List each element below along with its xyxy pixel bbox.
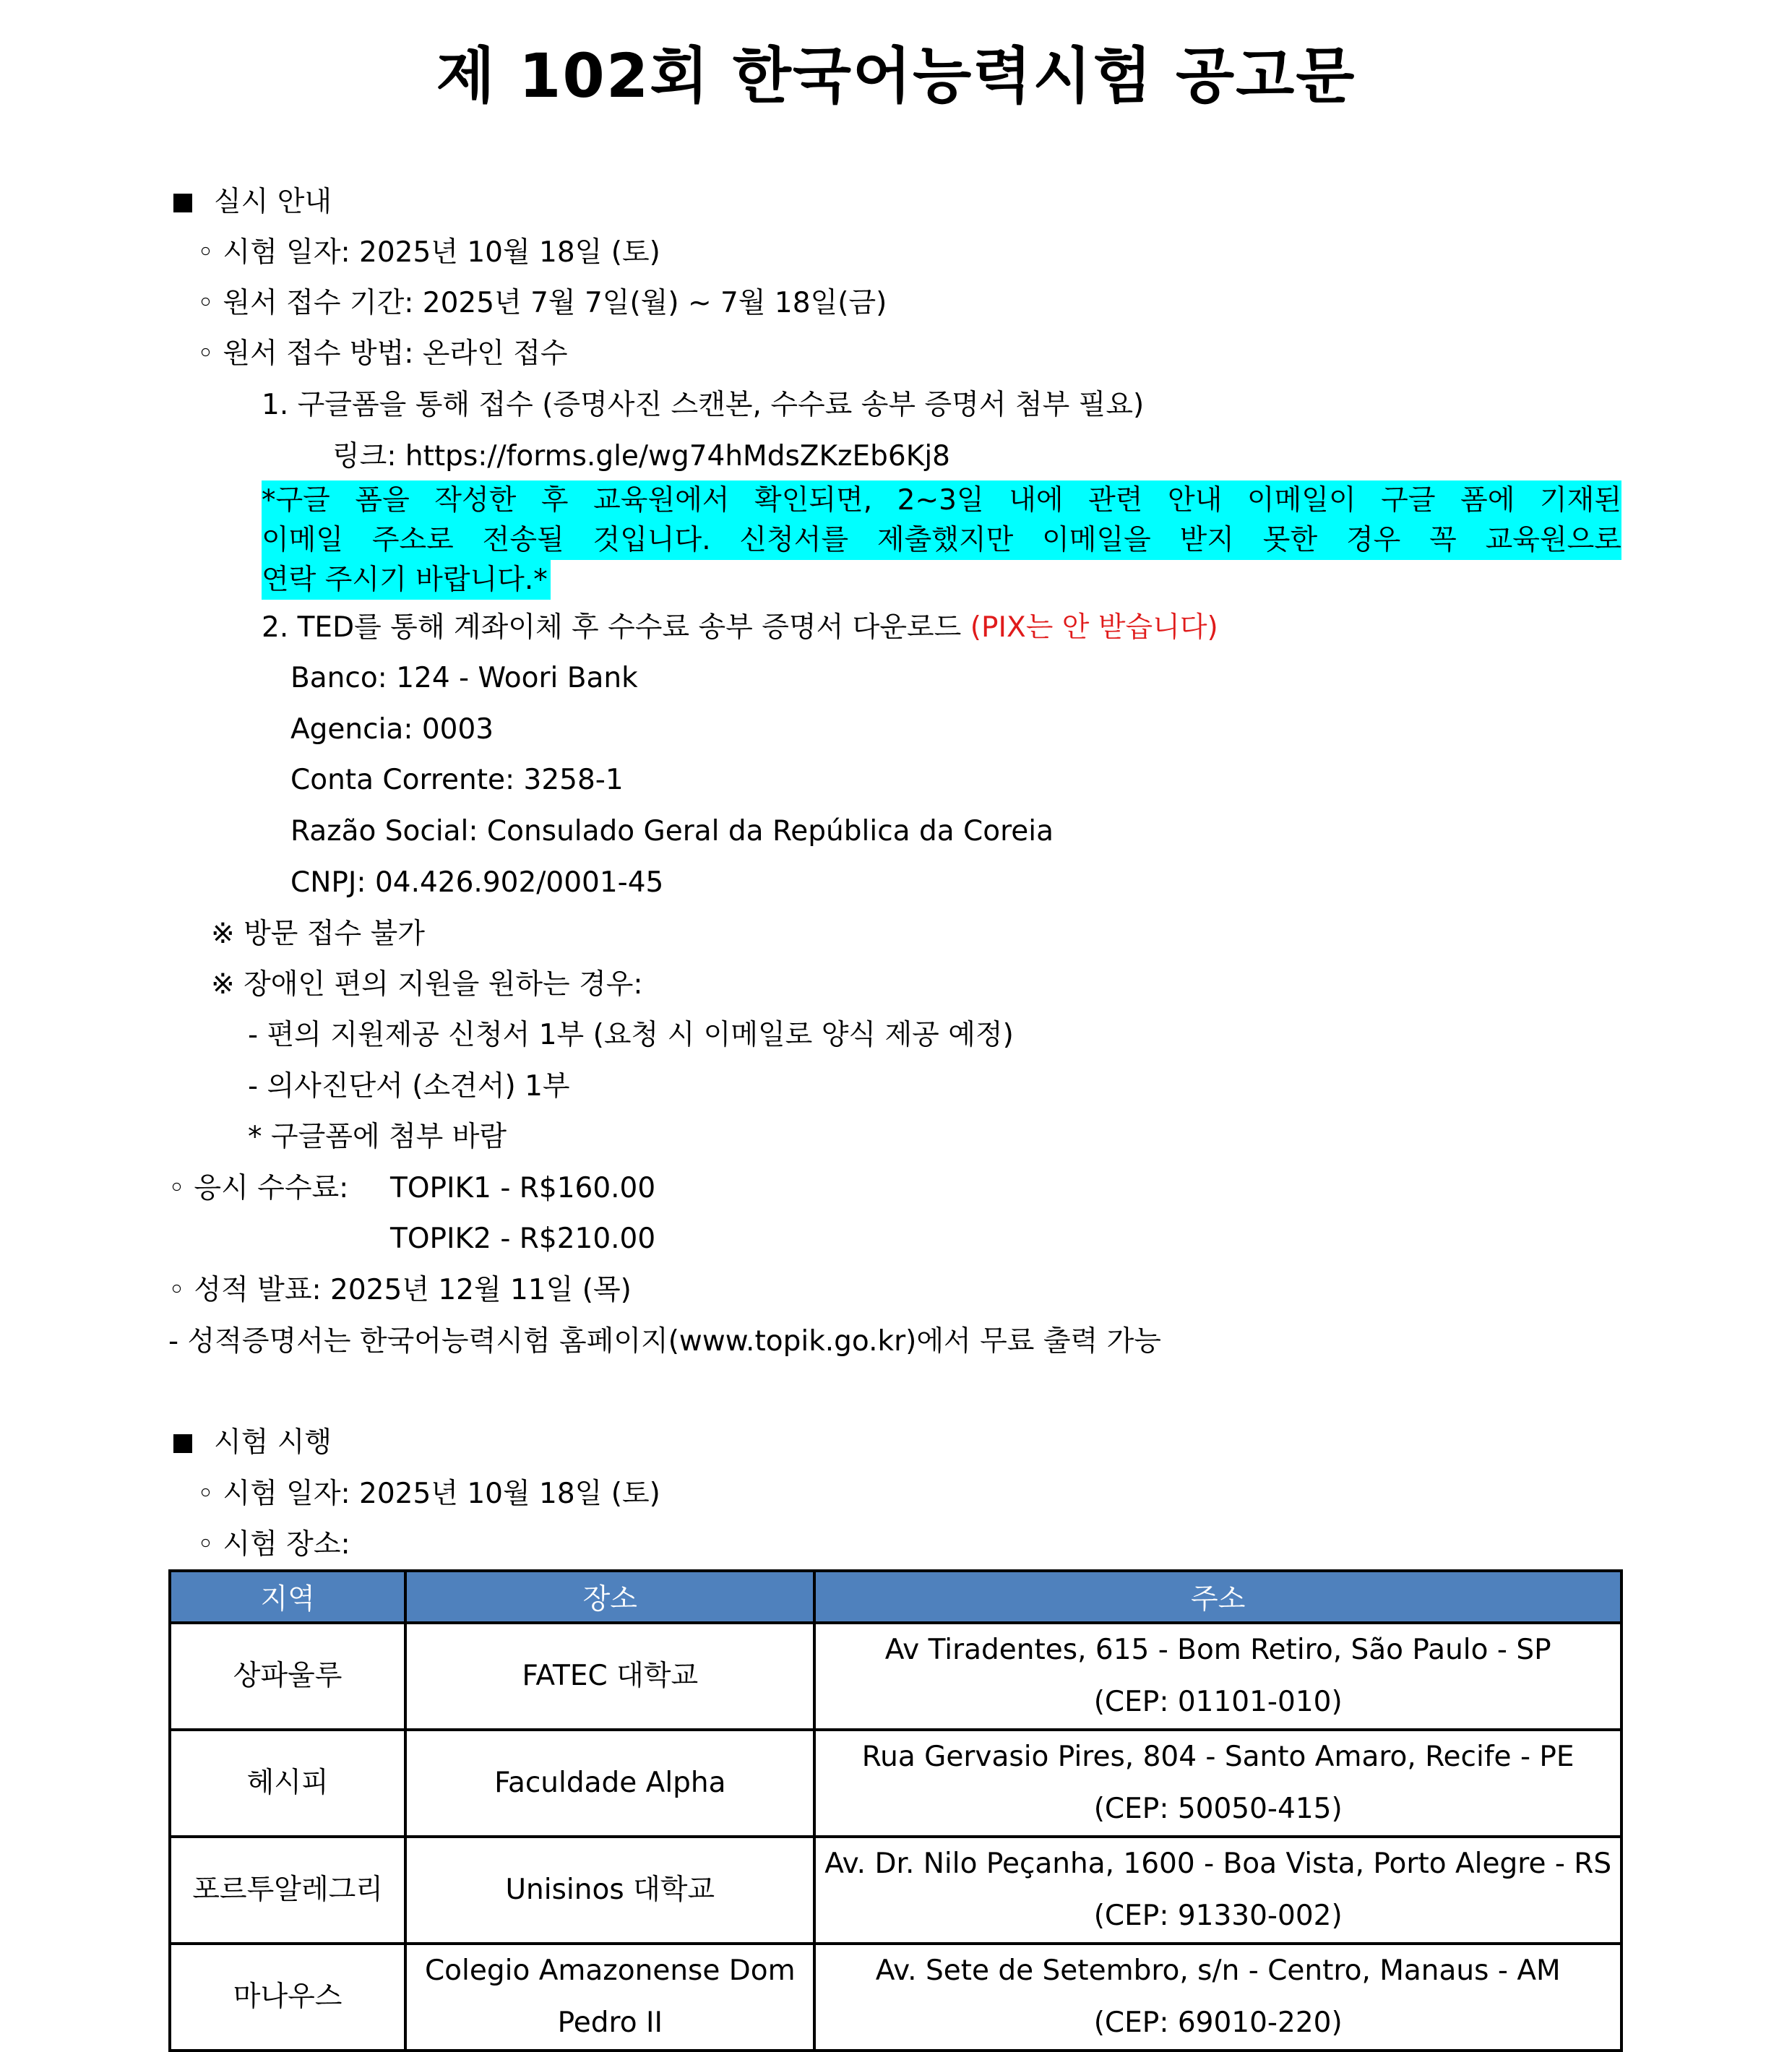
section-heading-exam <box>173 1423 332 1462</box>
agency-line: Agencia: 0003 <box>290 713 494 746</box>
address-line-1: Rua Gervasio Pires, 804 - Santo Amaro, Recife - PE <box>861 1741 1575 1773</box>
table-header-row <box>170 1571 1621 1623</box>
disability-item-2: - 의사진단서 (소견서) 1부 <box>248 1070 570 1103</box>
venue-cell <box>405 1944 814 2051</box>
region-cell: 포르투알레그리 <box>170 1837 405 1944</box>
application-method-line: ◦ 원서 접수 방법: 온라인 접수 <box>197 337 568 370</box>
cnpj-line: CNPJ: 04.426.902/0001-45 <box>290 866 664 899</box>
venue-cell: Faculdade Alpha <box>405 1730 814 1837</box>
exam-date-line-2: ◦ 시험 일자: 2025년 10월 18일 (토) <box>197 1478 660 1510</box>
pix-warning: (PIX는 안 받습니다) <box>970 611 1218 644</box>
email-notice-highlight <box>262 480 1621 600</box>
venue-line-2: Pedro II <box>557 2006 663 2039</box>
region-cell: 상파울루 <box>170 1623 405 1730</box>
table-row <box>170 1623 1621 1730</box>
notice-line-2: 이메일 주소로 전송될 것입니다. 신청서를 제출했지만 이메일을 받지 못한 경우 꼭 교육원으로 <box>262 520 1621 560</box>
no-visit-note: ※ 방문 접수 불가 <box>211 918 425 950</box>
google-form-link[interactable]: 링크: https://forms.gle/wg74hMdsZKzEb6Kj8 <box>332 440 950 473</box>
table-row <box>170 1730 1621 1837</box>
disability-note: ※ 장애인 편의 지원을 원하는 경우: <box>211 968 643 1001</box>
notice-line-3: 연락 주시기 바랍니다.* <box>262 560 551 600</box>
square-bullet-icon <box>173 1434 192 1453</box>
address-line-1: Av Tiradentes, 615 - Bom Retiro, São Paulo - SP <box>884 1634 1551 1666</box>
page-title: 제 102회 한국어능력시험 공고문 <box>436 40 1356 111</box>
certificate-line: - 성적증명서는 한국어능력시험 홈페이지(www.topik.go.kr)에서 무료 출력 가능 <box>168 1325 1161 1358</box>
bank-line: Banco: 124 - Woori Bank <box>290 662 638 694</box>
disability-item-3: * 구글폼에 첨부 바람 <box>248 1121 507 1153</box>
address-line-1: Av. Sete de Setembro, s/n - Centro, Manaus - AM <box>875 1954 1561 1987</box>
address-line-2: (CEP: 50050-415) <box>1093 1793 1343 1825</box>
notice-line-1: *구글 폼을 작성한 후 교육원에서 확인되면, 2~3일 내에 관련 안내 이메일이 구글 폼에 기재된 <box>262 480 1621 520</box>
method2-line <box>262 608 1218 647</box>
address-line-2: (CEP: 01101-010) <box>1093 1686 1343 1718</box>
disability-item-1: - 편의 지원제공 신청서 1부 (요청 시 이메일로 양식 제공 예정) <box>248 1019 1014 1051</box>
square-bullet-icon <box>173 194 192 212</box>
application-period-line: ◦ 원서 접수 기간: 2025년 7월 7일(월) ~ 7월 18일(금) <box>197 287 887 319</box>
method1-line: 1. 구글폼을 통해 접수 (증명사진 스캔본, 수수료 송부 증명서 첨부 필요) <box>262 389 1145 421</box>
venue-cell: FATEC 대학교 <box>405 1623 814 1730</box>
venue-cell: Unisinos 대학교 <box>405 1837 814 1944</box>
account-line: Conta Corrente: 3258-1 <box>290 764 624 796</box>
table-row <box>170 1837 1621 1944</box>
fee-topik2: TOPIK2 - R$210.00 <box>390 1223 656 1255</box>
venue-line-1: Colegio Amazonense Dom <box>424 1954 796 1987</box>
address-cell <box>814 1730 1621 1837</box>
address-line-2: (CEP: 69010-220) <box>1093 2006 1343 2039</box>
region-cell: 마나우스 <box>170 1944 405 2051</box>
fee-topik1: TOPIK1 - R$160.00 <box>390 1172 656 1204</box>
header-address: 주소 <box>814 1571 1621 1623</box>
company-line: Razão Social: Consulado Geral da República da Coreia <box>290 815 1054 848</box>
address-line-2: (CEP: 91330-002) <box>1093 1900 1343 1932</box>
section-heading-text: 시험 시행 <box>214 1426 332 1459</box>
venue-label: ◦ 시험 장소: <box>197 1528 350 1561</box>
method2-text: 2. TED를 통해 계좌이체 후 수수료 송부 증명서 다운로드 <box>262 611 970 644</box>
address-cell <box>814 1944 1621 2051</box>
fee-label: ◦ 응시 수수료: <box>168 1172 349 1204</box>
address-cell <box>814 1623 1621 1730</box>
exam-date-line: ◦ 시험 일자: 2025년 10월 18일 (토) <box>197 236 660 269</box>
results-line: ◦ 성적 발표: 2025년 12월 11일 (목) <box>168 1274 632 1306</box>
address-cell <box>814 1837 1621 1944</box>
table-row <box>170 1944 1621 2051</box>
section-heading-text: 실시 안내 <box>214 186 332 218</box>
venue-table <box>168 1569 1623 2052</box>
header-venue: 장소 <box>405 1571 814 1623</box>
header-region: 지역 <box>170 1571 405 1623</box>
section-heading-info <box>173 183 332 222</box>
address-line-1: Av. Dr. Nilo Peçanha, 1600 - Boa Vista, Porto Alegre - RS <box>824 1848 1612 1880</box>
region-cell: 헤시피 <box>170 1730 405 1837</box>
